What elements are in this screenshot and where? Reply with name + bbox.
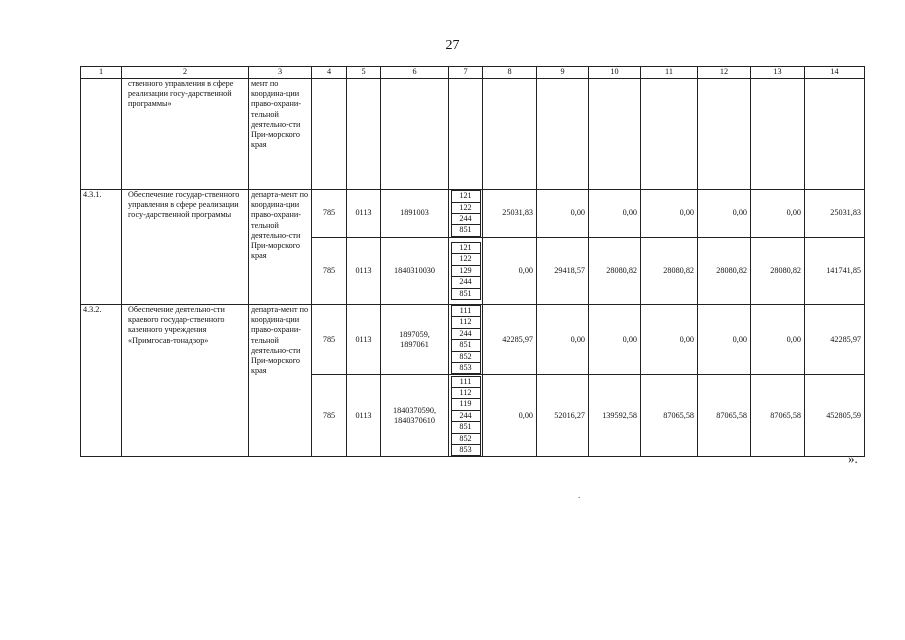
column-header-14: 14: [805, 67, 865, 79]
expense-type-cell: [449, 305, 483, 375]
header-row: [81, 67, 865, 79]
expense-code: 851: [451, 422, 480, 433]
total-cell: 42285,97: [805, 305, 865, 375]
expense-code: 112: [451, 317, 480, 328]
expense-code: 853: [451, 363, 480, 374]
amount-cell: 0,00: [698, 190, 751, 238]
amount-cell: 29418,57: [537, 238, 589, 305]
expense-code: 853: [451, 444, 480, 455]
expense-type-cell: [449, 190, 483, 238]
expense-code: 851: [451, 340, 480, 351]
amount-cell: 28080,82: [698, 238, 751, 305]
amount-cell: 25031,83: [483, 190, 537, 238]
measure-name-cell: Обеспечение деятельно-сти краевого государ-ственного казенного учреждения «Примгосав-тонадзор»: [122, 305, 249, 457]
amount-cell: 0,00: [751, 305, 805, 375]
amount-cell: 87065,58: [751, 375, 805, 457]
column-header-3: 3: [249, 67, 312, 79]
expense-type-cell: [449, 375, 483, 457]
expense-type-list: [451, 242, 481, 300]
gr-code-cell: 785: [312, 375, 347, 457]
column-header-5: 5: [347, 67, 381, 79]
amount-cell: 87065,58: [698, 375, 751, 457]
column-header-11: 11: [641, 67, 698, 79]
target-article-cell: 1891003: [381, 190, 449, 238]
expense-code: 852: [451, 433, 480, 444]
budget-table: [80, 66, 865, 457]
amount-cell: 139592,58: [589, 375, 641, 457]
measure-name-cell: Обеспечение государ-ственного управления в сфере реализации госу-дарственной программы: [122, 190, 249, 305]
column-header-6: 6: [381, 67, 449, 79]
measure-name-cell: ственного управления в сфере реализации госу-дарственной программы»: [122, 79, 249, 190]
column-header-1: 1: [81, 67, 122, 79]
amount-cell: 0,00: [641, 190, 698, 238]
expense-code: 122: [451, 202, 480, 213]
expense-code: 119: [451, 399, 480, 410]
amount-cell: 28080,82: [641, 238, 698, 305]
expense-code: 244: [451, 277, 480, 288]
expense-type-list: [451, 190, 481, 237]
expense-code: 121: [451, 242, 480, 253]
total-cell: 452805,59: [805, 375, 865, 457]
total-cell: 25031,83: [805, 190, 865, 238]
amount-cell: 42285,97: [483, 305, 537, 375]
expense-code: 851: [451, 225, 480, 236]
section-code-cell: 0113: [347, 375, 381, 457]
gr-code-cell: 785: [312, 190, 347, 238]
expense-code: 122: [451, 254, 480, 265]
expense-code: 851: [451, 288, 480, 299]
amount-cell: 0,00: [537, 305, 589, 375]
stray-mark: .: [578, 490, 581, 500]
column-header-8: 8: [483, 67, 537, 79]
executor-cell: департа-мент по координа-ции право-охрани-тельной деятельно-сти При-морского края: [249, 305, 312, 457]
section-code-cell: 0113: [347, 190, 381, 238]
amount-cell: 0,00: [483, 375, 537, 457]
row-number-cell: [81, 79, 122, 190]
section-code-cell: 0113: [347, 238, 381, 305]
amount-cell: 0,00: [537, 190, 589, 238]
column-header-9: 9: [537, 67, 589, 79]
column-header-12: 12: [698, 67, 751, 79]
target-article-cell: 1897059, 1897061: [381, 305, 449, 375]
column-header-13: 13: [751, 67, 805, 79]
total-cell: 141741,85: [805, 238, 865, 305]
expense-code: 244: [451, 214, 480, 225]
expense-type-cell: [449, 238, 483, 305]
executor-cell: мент по координа-ции право-охрани-тельной деятельно-сти При-морского края: [249, 79, 312, 190]
amount-cell: 0,00: [751, 190, 805, 238]
target-article-cell: 1840370590, 1840370610: [381, 375, 449, 457]
gr-code-cell: 785: [312, 305, 347, 375]
expense-code: 129: [451, 265, 480, 276]
page-number: 27: [445, 38, 460, 53]
amount-cell: 0,00: [589, 190, 641, 238]
expense-code: 121: [451, 191, 480, 202]
expense-code: 852: [451, 351, 480, 362]
row-number-cell: 4.3.1.: [81, 190, 122, 305]
expense-code: 111: [451, 306, 480, 317]
table-row: [81, 190, 865, 238]
amount-cell: 0,00: [641, 305, 698, 375]
amount-cell: 0,00: [589, 305, 641, 375]
executor-cell: департа-мент по координа-ции право-охрани-тельной деятельно-сти При-морского края: [249, 190, 312, 305]
column-header-4: 4: [312, 67, 347, 79]
amount-cell: 28080,82: [751, 238, 805, 305]
amount-cell: 87065,58: [641, 375, 698, 457]
expense-type-list: [451, 305, 481, 374]
expense-code: 244: [451, 328, 480, 339]
row-number-cell: 4.3.2.: [81, 305, 122, 457]
gr-code-cell: 785: [312, 238, 347, 305]
section-code-cell: 0113: [347, 305, 381, 375]
column-header-2: 2: [122, 67, 249, 79]
expense-code: 244: [451, 410, 480, 421]
expense-type-list: [451, 376, 481, 457]
expense-code: 111: [451, 376, 480, 387]
expense-code: 112: [451, 387, 480, 398]
amount-cell: 28080,82: [589, 238, 641, 305]
column-header-10: 10: [589, 67, 641, 79]
table-row: [81, 305, 865, 375]
closing-quote-mark: ».: [848, 451, 858, 466]
amount-cell: 52016,27: [537, 375, 589, 457]
column-header-7: 7: [449, 67, 483, 79]
table-row: [81, 79, 865, 190]
amount-cell: 0,00: [698, 305, 751, 375]
target-article-cell: 1840310030: [381, 238, 449, 305]
amount-cell: 0,00: [483, 238, 537, 305]
